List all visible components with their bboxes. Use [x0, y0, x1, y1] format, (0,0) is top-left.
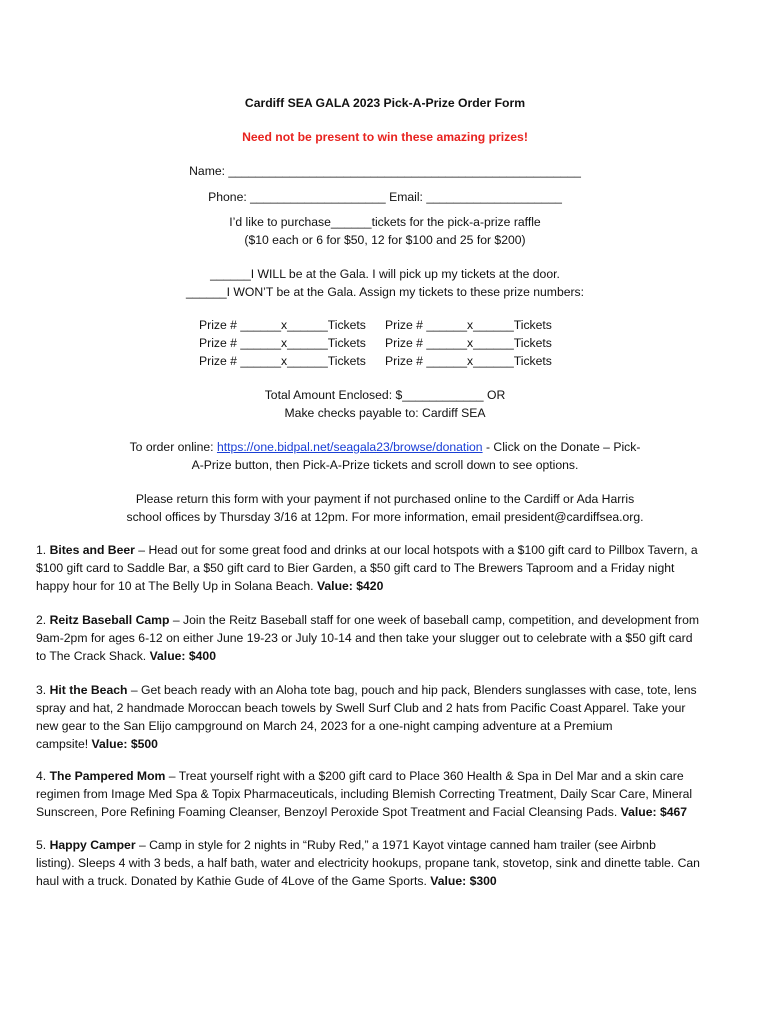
- total-amount-line: Total Amount Enclosed: $____________ OR: [264, 388, 506, 402]
- phone-email-line: Phone: ____________________ Email: ____________________: [208, 190, 562, 204]
- checks-payable-line: Make checks payable to: Cardiff SEA: [284, 406, 486, 420]
- prize-line: [36, 681, 736, 699]
- prize-assignment-cell: Prize # ______x______Tickets: [199, 318, 366, 332]
- prize-value: Value: $500: [91, 737, 158, 751]
- prize-description: to The Crack Shack.: [36, 649, 150, 663]
- prize-item: [36, 767, 736, 821]
- prize-line: spray and hat, 2 handmade Moroccan beach towels by Swell Surf Club and 2 hats from Pacific Coast Apparel. Take your: [36, 701, 686, 715]
- prize-item: [36, 681, 736, 753]
- online-order-line: [0, 438, 770, 456]
- prize-description: – Camp in style for 2 nights in “Ruby Red,” a 1971 Kayot vintage canned ham trailer (see Airbnb: [135, 838, 656, 852]
- prize-item: [36, 611, 736, 665]
- wont-attend-line: ______I WON’T be at the Gala. Assign my tickets to these prize numbers:: [185, 285, 585, 299]
- prize-number: 4.: [36, 769, 47, 783]
- prize-assignment-cell: Prize # ______x______Tickets: [385, 336, 552, 350]
- prize-value: Value: $400: [149, 649, 216, 663]
- prize-description: Sunscreen, Pore Refining Foaming Cleanser, Benzoyl Peroxide Spot Treatment and Facial Cleansing Pads.: [36, 805, 621, 819]
- prize-line: [36, 577, 736, 595]
- pricing-line: ($10 each or 6 for $50, 12 for $100 and 25 for $200): [244, 233, 526, 247]
- name-field-line: Name: ____________________________________________________: [189, 164, 581, 178]
- donation-link[interactable]: https://one.bidpal.net/seagala23/browse/donation: [216, 440, 483, 454]
- prize-assignment-row: [0, 334, 770, 352]
- form-title: Cardiff SEA GALA 2023 Pick-A-Prize Order Form: [244, 96, 526, 110]
- prize-assignment-cell: Prize # ______x______Tickets: [199, 354, 366, 368]
- prize-line: $100 gift card to Saddle Bar, a $50 gift card to Bier Garden, a $50 gift card to The Brewers Taproom and a Friday night: [36, 561, 675, 575]
- prize-number: 2.: [36, 613, 47, 627]
- prize-description: – Treat yourself right with a $200 gift card to Place 360 Health & Spa in Del Mar and a skin care: [165, 769, 684, 783]
- prize-value: Value: $420: [316, 579, 384, 593]
- prize-line: [36, 735, 736, 753]
- prize-description: – Head out for some great food and drinks at our local hotspots with a $100 gift card to Pillbox Tavern, a: [134, 543, 698, 557]
- prize-assignment-cell: Prize # ______x______Tickets: [385, 318, 552, 332]
- online-order-line-2: A-Prize button, then Pick-A-Prize tickets and scroll down to see options.: [191, 458, 579, 472]
- prize-line: [36, 872, 736, 890]
- online-order-suffix: - Click on the Donate – Pick-: [482, 440, 641, 454]
- prize-description: – Get beach ready with an Aloha tote bag, pouch and hip pack, Blenders sunglasses with case, tote, lens: [127, 683, 697, 697]
- prize-number: 3.: [36, 683, 47, 697]
- prize-value: Value: $300: [430, 874, 497, 888]
- prize-line: listing). Sleeps 4 with 3 beds, a half bath, water and electricity hookups, propane tank, stovetop, sink and dinette table. Can: [36, 856, 700, 870]
- prize-number: 1.: [36, 543, 47, 557]
- prize-description: happy hour for 10 at The Belly Up in Solana Beach.: [36, 579, 317, 593]
- prize-description: – Join the Reitz Baseball staff for one week of baseball camp, competition, and development from: [169, 613, 700, 627]
- prize-item: [36, 836, 736, 890]
- prize-assignment-cell: Prize # ______x______Tickets: [199, 336, 366, 350]
- prize-assignment-row: [0, 352, 770, 370]
- online-order-prefix: To order online:: [129, 440, 217, 454]
- prize-description: haul with a truck. Donated by Kathie Gude of 4Love of the Game Sports.: [36, 874, 431, 888]
- prize-line: regimen from Image Med Spa & Topix Pharmaceuticals, including Blemish Correcting Treatment, Daily Scar Care, Mineral: [36, 787, 693, 801]
- prize-name: Bites and Beer: [49, 543, 135, 557]
- return-instructions-line-1: Please return this form with your payment if not purchased online to the Cardiff or Ada Harris: [135, 492, 635, 506]
- prize-line: [36, 767, 736, 785]
- prize-name: Reitz Baseball Camp: [49, 613, 170, 627]
- prize-assignment-cell: Prize # ______x______Tickets: [385, 354, 552, 368]
- prize-assignment-row: [0, 316, 770, 334]
- prize-description: campsite!: [36, 737, 92, 751]
- prize-line: [36, 803, 736, 821]
- prize-name: The Pampered Mom: [49, 769, 166, 783]
- prize-line: 9am-2pm for ages 6-12 on either June 19-23 or July 10-14 and then take your slugger out to celebrate with a $50 gift card: [36, 631, 693, 645]
- form-subtitle: Need not be present to win these amazing prizes!: [242, 130, 528, 144]
- prize-assignment-table: [0, 316, 770, 370]
- prize-line: [36, 541, 736, 559]
- prize-value: Value: $467: [620, 805, 688, 819]
- prize-name: Hit the Beach: [49, 683, 128, 697]
- will-attend-line: ______I WILL be at the Gala. I will pick up my tickets at the door.: [210, 267, 560, 281]
- prize-line: [36, 647, 736, 665]
- prize-number: 5.: [36, 838, 47, 852]
- purchase-line: I’d like to purchase______tickets for the pick-a-prize raffle: [229, 215, 541, 229]
- prize-item: [36, 541, 736, 595]
- prize-line: [36, 836, 736, 854]
- prize-name: Happy Camper: [49, 838, 136, 852]
- return-instructions-line-2: school offices by Thursday 3/16 at 12pm. For more information, email president@cardiffsea.org.: [126, 510, 644, 524]
- prize-line: [36, 611, 736, 629]
- prize-line: new gear to the San Elijo campground on March 24, 2023 for a one-night camping adventure at a Premium: [36, 719, 613, 733]
